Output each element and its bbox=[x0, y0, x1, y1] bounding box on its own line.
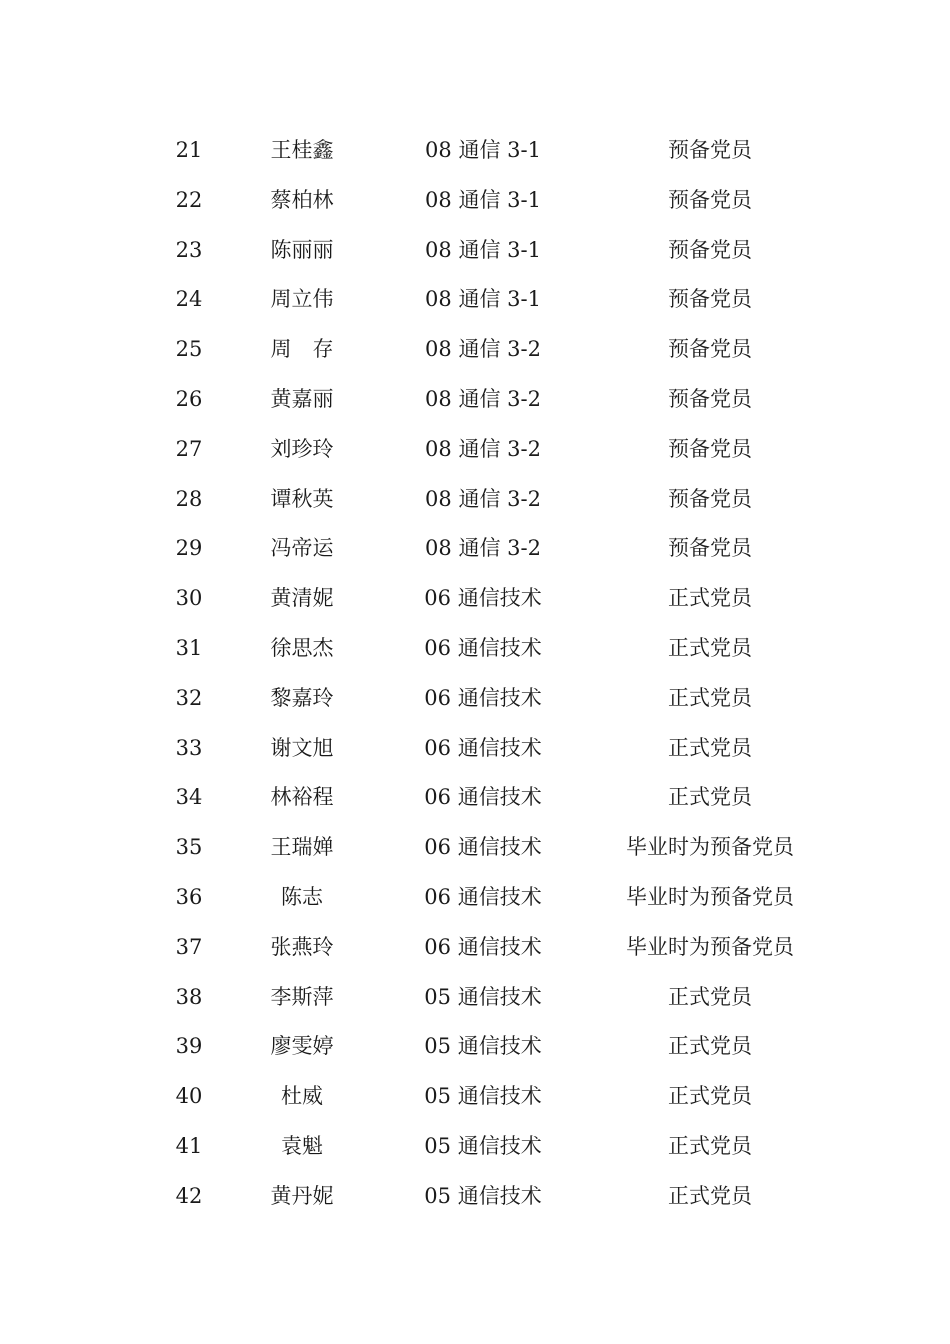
member-name: 张燕玲 bbox=[270, 934, 334, 959]
table-row bbox=[0, 475, 950, 525]
table-row bbox=[0, 923, 950, 973]
member-status: 预备党员 bbox=[668, 536, 752, 561]
table-row bbox=[0, 126, 950, 176]
member-status: 毕业时为预备党员 bbox=[626, 835, 794, 860]
member-name: 周 存 bbox=[270, 337, 334, 362]
row-number: 38 bbox=[175, 984, 203, 1009]
member-class: 05 通信技术 bbox=[424, 984, 542, 1009]
member-class: 05 通信技术 bbox=[424, 1133, 542, 1158]
row-number: 33 bbox=[175, 735, 203, 760]
member-name: 冯帝运 bbox=[270, 536, 334, 561]
member-name: 谭秋英 bbox=[270, 486, 334, 511]
row-number: 23 bbox=[175, 237, 203, 262]
member-name: 蔡柏林 bbox=[270, 187, 334, 212]
row-number: 25 bbox=[175, 337, 203, 362]
member-class: 08 通信 3-2 bbox=[425, 386, 541, 411]
table-row bbox=[0, 674, 950, 724]
table-row bbox=[0, 724, 950, 774]
member-class: 06 通信技术 bbox=[424, 735, 542, 760]
row-number: 29 bbox=[175, 536, 203, 561]
table-row bbox=[0, 325, 950, 375]
member-class: 08 通信 3-2 bbox=[425, 337, 541, 362]
member-class: 05 通信技术 bbox=[424, 1183, 542, 1208]
table-row bbox=[0, 574, 950, 624]
member-status: 预备党员 bbox=[668, 287, 752, 312]
table-row bbox=[0, 1072, 950, 1122]
row-number: 35 bbox=[175, 835, 203, 860]
table-row bbox=[0, 425, 950, 475]
row-number: 30 bbox=[175, 586, 203, 611]
row-number: 36 bbox=[175, 884, 203, 909]
member-class: 05 通信技术 bbox=[424, 1034, 542, 1059]
row-number: 22 bbox=[175, 187, 203, 212]
member-class: 08 通信 3-1 bbox=[425, 287, 541, 312]
member-status: 正式党员 bbox=[668, 984, 752, 1009]
row-number: 24 bbox=[175, 287, 203, 312]
member-class: 08 通信 3-2 bbox=[425, 436, 541, 461]
member-name: 刘珍玲 bbox=[270, 436, 334, 461]
member-name: 王瑞婵 bbox=[270, 835, 334, 860]
member-name: 黄嘉丽 bbox=[270, 386, 334, 411]
member-name: 黄清妮 bbox=[270, 586, 334, 611]
member-name: 廖雯婷 bbox=[270, 1034, 334, 1059]
row-number: 32 bbox=[175, 685, 203, 710]
row-number: 41 bbox=[175, 1133, 203, 1158]
member-name: 王桂鑫 bbox=[270, 138, 334, 162]
member-status: 正式党员 bbox=[668, 635, 752, 660]
member-class: 06 通信技术 bbox=[424, 835, 542, 860]
table-row bbox=[0, 873, 950, 923]
member-status: 预备党员 bbox=[668, 386, 752, 411]
member-status: 正式党员 bbox=[668, 586, 752, 611]
member-class: 06 通信技术 bbox=[424, 934, 542, 959]
member-status: 预备党员 bbox=[668, 138, 752, 162]
row-number: 34 bbox=[175, 785, 203, 810]
table-row bbox=[0, 1022, 950, 1072]
member-class: 06 通信技术 bbox=[424, 635, 542, 660]
member-class: 08 通信 3-2 bbox=[425, 486, 541, 511]
member-status: 预备党员 bbox=[668, 486, 752, 511]
member-status: 正式党员 bbox=[668, 1084, 752, 1109]
member-class: 06 通信技术 bbox=[424, 586, 542, 611]
member-class: 08 通信 3-1 bbox=[425, 237, 541, 262]
table-row bbox=[0, 275, 950, 325]
row-number: 40 bbox=[175, 1084, 203, 1109]
member-name: 谢文旭 bbox=[270, 735, 334, 760]
member-class: 06 通信技术 bbox=[424, 785, 542, 810]
member-name: 林裕程 bbox=[270, 785, 334, 810]
member-class: 06 通信技术 bbox=[424, 884, 542, 909]
table-row bbox=[0, 823, 950, 873]
member-name: 徐思杰 bbox=[270, 635, 334, 660]
row-number: 42 bbox=[175, 1183, 203, 1208]
member-name: 袁魁 bbox=[281, 1133, 323, 1158]
member-class: 06 通信技术 bbox=[424, 685, 542, 710]
member-status: 正式党员 bbox=[668, 735, 752, 760]
member-name: 周立伟 bbox=[270, 287, 334, 312]
member-status: 预备党员 bbox=[668, 187, 752, 212]
row-number: 26 bbox=[175, 386, 203, 411]
member-status: 毕业时为预备党员 bbox=[626, 934, 794, 959]
row-number: 39 bbox=[175, 1034, 203, 1059]
member-status: 正式党员 bbox=[668, 1034, 752, 1059]
row-number: 31 bbox=[175, 635, 203, 660]
member-status: 毕业时为预备党员 bbox=[626, 884, 794, 909]
table-row bbox=[0, 176, 950, 226]
table-row bbox=[0, 1172, 950, 1222]
member-class: 08 通信 3-2 bbox=[425, 536, 541, 561]
row-number: 21 bbox=[175, 138, 203, 162]
member-name: 杜威 bbox=[281, 1084, 323, 1109]
table-row bbox=[0, 1122, 950, 1172]
row-number: 27 bbox=[175, 436, 203, 461]
member-class: 08 通信 3-1 bbox=[425, 187, 541, 212]
member-status: 正式党员 bbox=[668, 685, 752, 710]
member-status: 预备党员 bbox=[668, 337, 752, 362]
member-status: 正式党员 bbox=[668, 785, 752, 810]
row-number: 28 bbox=[175, 486, 203, 511]
member-name: 陈丽丽 bbox=[270, 237, 334, 262]
member-class: 08 通信 3-1 bbox=[425, 138, 541, 162]
table-row bbox=[0, 973, 950, 1023]
member-status: 预备党员 bbox=[668, 237, 752, 262]
member-name: 黄丹妮 bbox=[270, 1183, 334, 1208]
table-row bbox=[0, 773, 950, 823]
member-name: 黎嘉玲 bbox=[270, 685, 334, 710]
member-roster bbox=[0, 126, 950, 1222]
member-status: 预备党员 bbox=[668, 436, 752, 461]
member-class: 05 通信技术 bbox=[424, 1084, 542, 1109]
member-name: 陈志 bbox=[281, 884, 323, 909]
table-row bbox=[0, 624, 950, 674]
table-row bbox=[0, 375, 950, 425]
table-row bbox=[0, 524, 950, 574]
row-number: 37 bbox=[175, 934, 203, 959]
member-name: 李斯萍 bbox=[270, 984, 334, 1009]
table-row bbox=[0, 226, 950, 276]
member-status: 正式党员 bbox=[668, 1133, 752, 1158]
member-status: 正式党员 bbox=[668, 1183, 752, 1208]
